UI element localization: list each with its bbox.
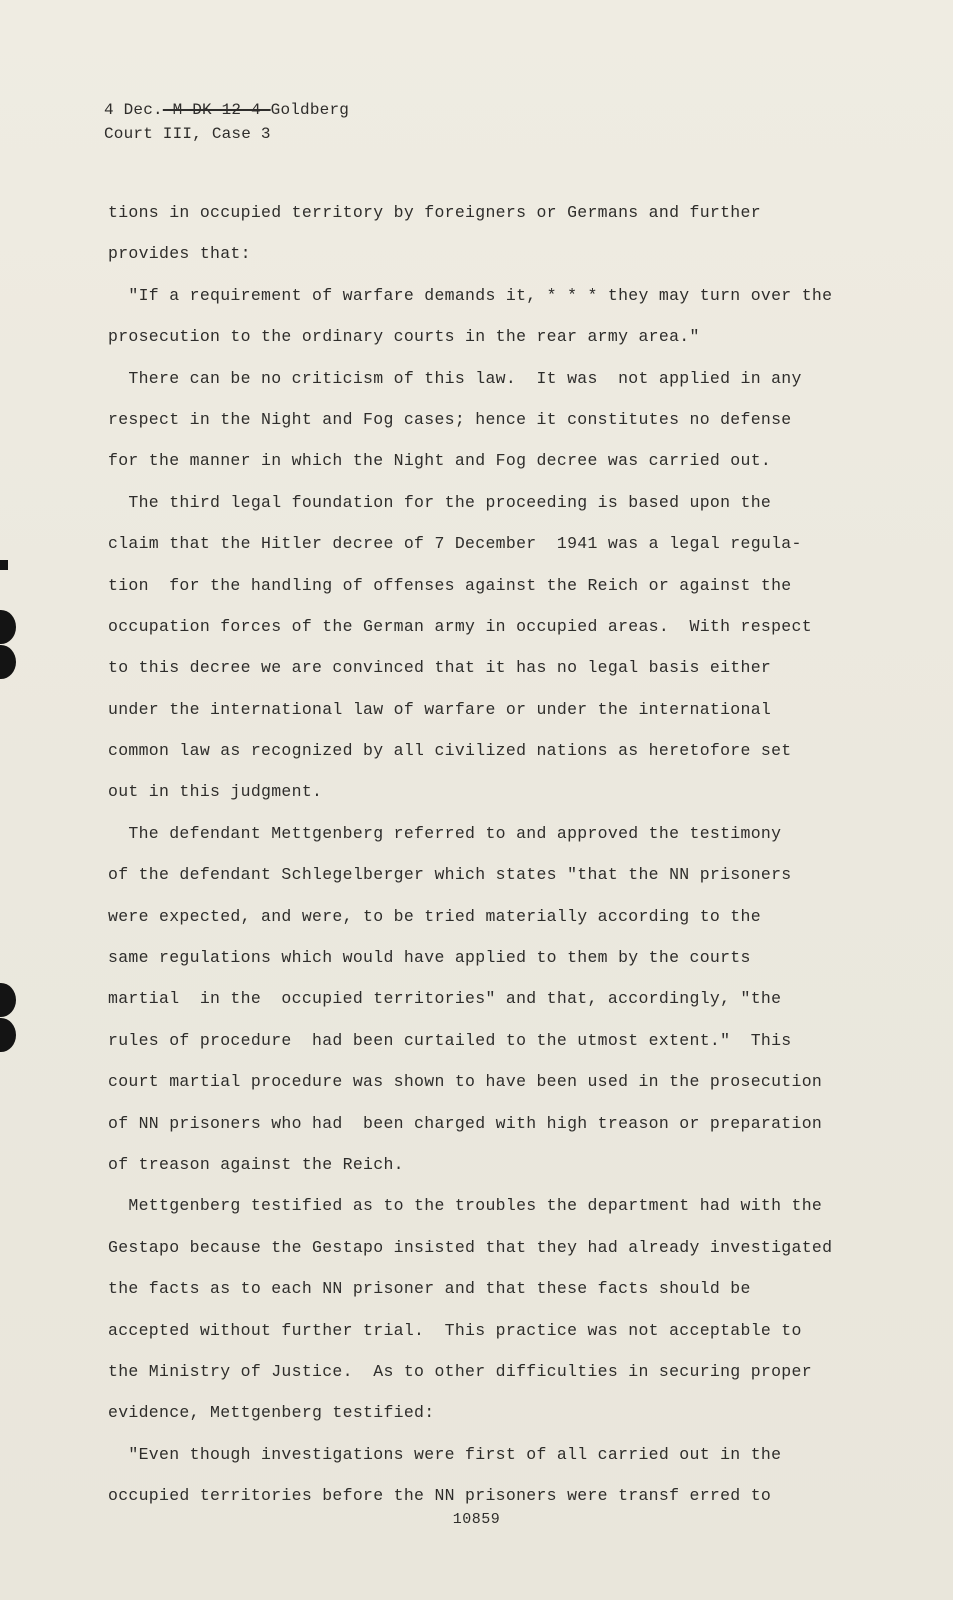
text-line: tion for the handling of offenses against the Reich or against the <box>108 575 792 595</box>
punch-hole <box>0 645 16 679</box>
header-struck-reference: -M-DK-12-4- <box>162 101 271 119</box>
text-line: of treason against the Reich. <box>108 1154 404 1174</box>
text-line: were expected, and were, to be tried materially according to the <box>108 906 761 926</box>
text-line: The third legal foundation for the proceeding is based upon the <box>108 492 772 512</box>
text-line: prosecution to the ordinary courts in the rear army area." <box>108 327 700 347</box>
document-header <box>104 98 349 146</box>
text-line: to this decree we are convinced that it has no legal basis either <box>108 658 772 678</box>
text-line: same regulations which would have applied to them by the courts <box>108 948 751 968</box>
text-line: of NN prisoners who had been charged with high treason or preparation <box>108 1113 823 1133</box>
text-line: The defendant Mettgenberg referred to and approved the testimony <box>108 823 782 843</box>
text-line: the facts as to each NN prisoner and that these facts should be <box>108 1279 751 1299</box>
text-line: under the international law of warfare or under the international <box>108 699 772 719</box>
page-number: 10859 <box>452 1511 501 1528</box>
punch-hole <box>0 983 16 1017</box>
text-line: of the defendant Schlegelberger which states "that the NN prisoners <box>108 865 792 885</box>
text-line: respect in the Night and Fog cases; hence it constitutes no defense <box>108 409 792 429</box>
header-line-2: Court III, Case 3 <box>104 125 271 143</box>
text-line: "Even though investigations were first of all carried out in the <box>108 1444 782 1464</box>
text-line: accepted without further trial. This practice was not acceptable to <box>108 1320 802 1340</box>
binding-edge <box>0 560 8 570</box>
text-line: occupation forces of the German army in occupied areas. With respect <box>108 616 812 636</box>
text-line: claim that the Hitler decree of 7 December 1941 was a legal regula- <box>108 534 802 554</box>
punch-hole <box>0 610 16 644</box>
punch-hole <box>0 1018 16 1052</box>
text-line: for the manner in which the Night and Fog decree was carried out. <box>108 451 772 471</box>
text-line: the Ministry of Justice. As to other difficulties in securing proper <box>108 1361 812 1381</box>
text-line: out in this judgment. <box>108 782 323 802</box>
text-line: There can be no criticism of this law. It was not applied in any <box>108 368 802 388</box>
text-line: common law as recognized by all civilized nations as heretofore set <box>108 741 792 761</box>
header-line-1 <box>104 98 349 122</box>
text-line: rules of procedure had been curtailed to the utmost extent." This <box>108 1030 792 1050</box>
text-line: occupied territories before the NN prisoners were transf erred to <box>108 1486 772 1506</box>
text-line: provides that: <box>108 244 251 264</box>
text-line: "If a requirement of warfare demands it, * * * they may turn over the <box>108 285 833 305</box>
text-line: Mettgenberg testified as to the troubles the department had with the <box>108 1196 823 1216</box>
text-line: martial in the occupied territories" and that, accordingly, "the <box>108 989 782 1009</box>
text-line: tions in occupied territory by foreigners or Germans and further <box>108 203 761 222</box>
header-date: 4 Dec. <box>104 101 163 119</box>
text-line: court martial procedure was shown to have been used in the prosecution <box>108 1072 823 1092</box>
header-name: Goldberg <box>270 101 350 119</box>
body-text <box>108 199 848 1524</box>
text-line: evidence, Mettgenberg testified: <box>108 1403 435 1423</box>
text-line: Gestapo because the Gestapo insisted that they had already investigated <box>108 1237 833 1257</box>
